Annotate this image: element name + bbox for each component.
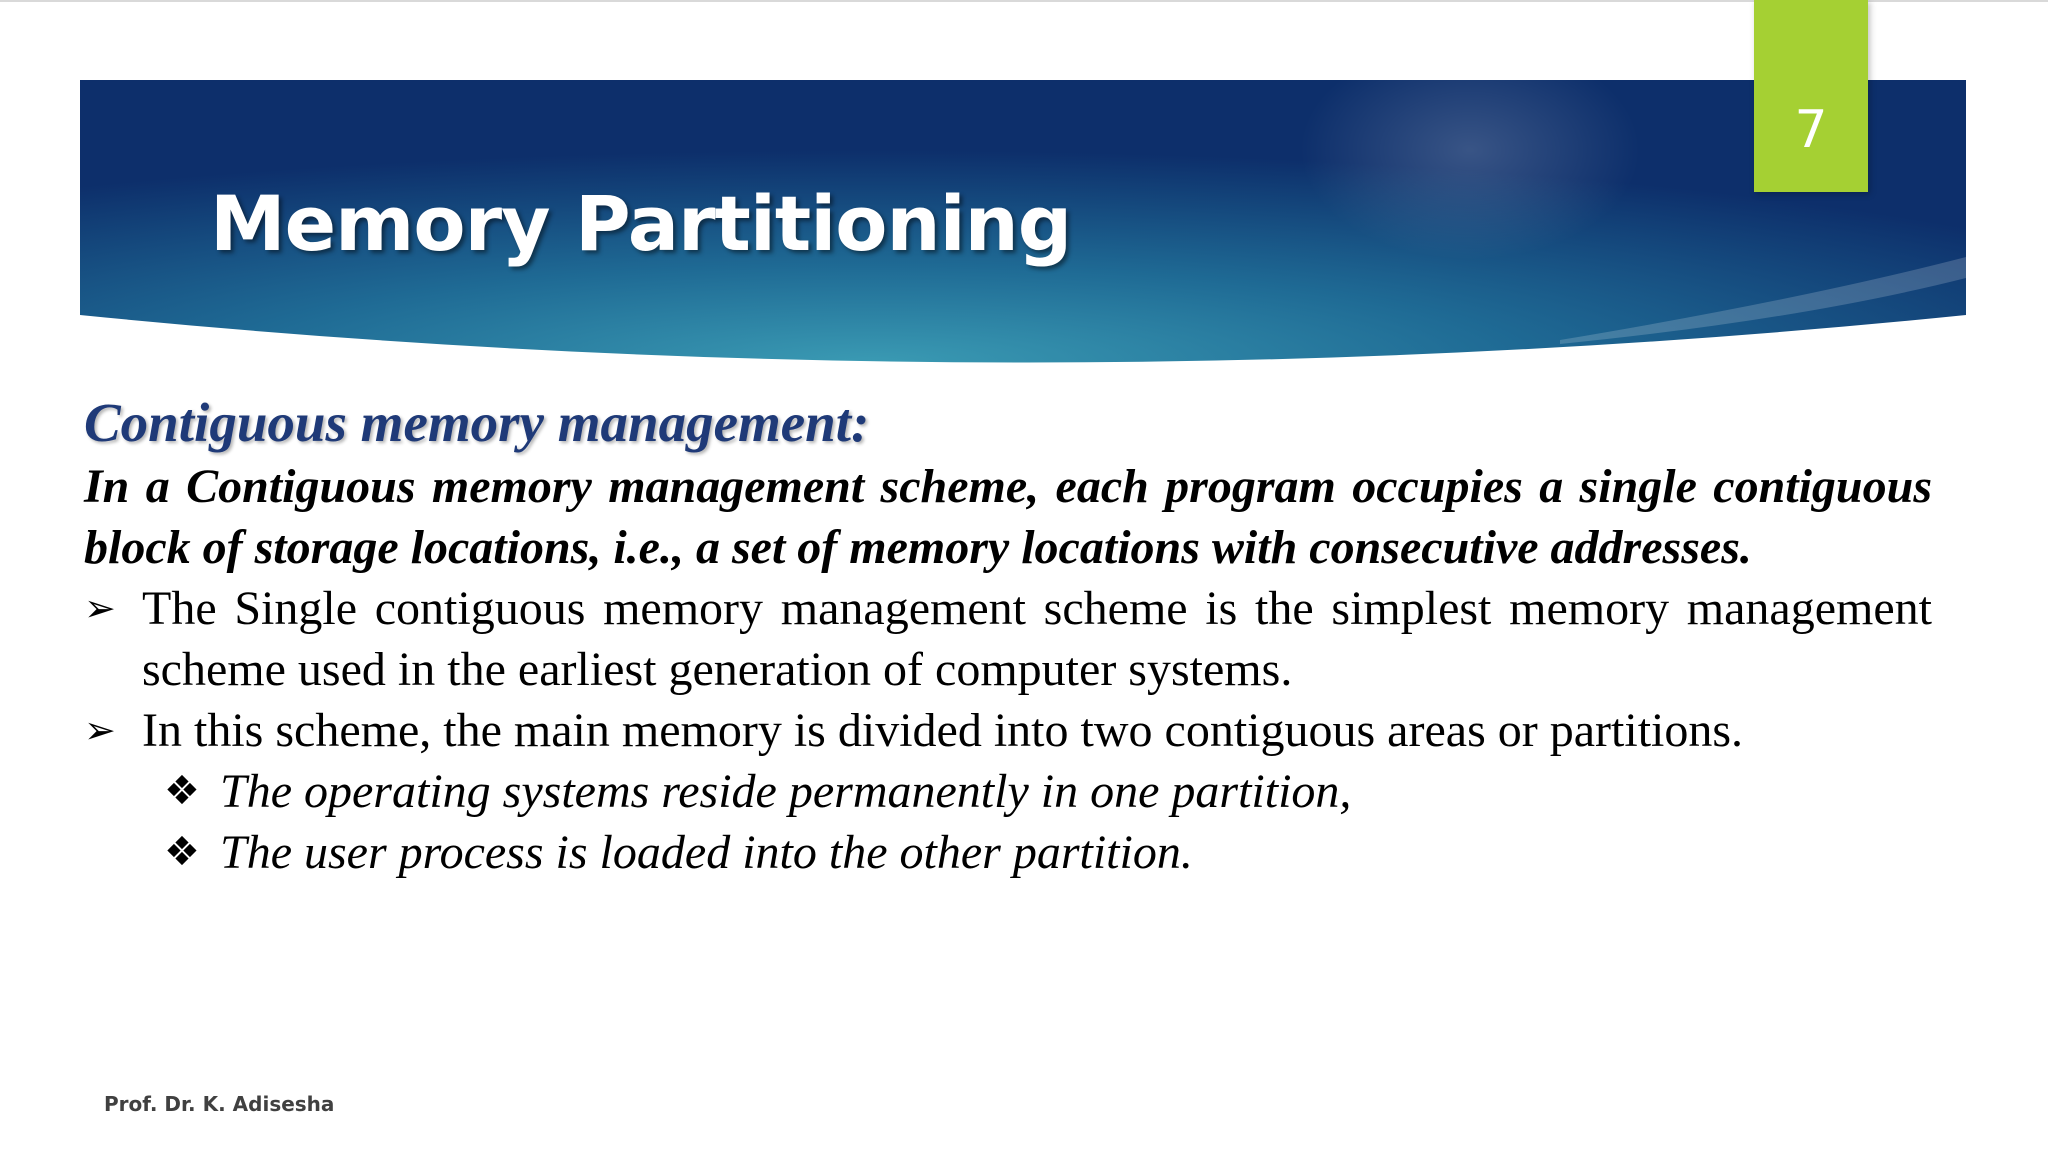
sub-bullet-text: The user process is loaded into the other partition. — [220, 826, 1193, 879]
sub-bullet-item — [84, 761, 1932, 822]
footer-author: Prof. Dr. K. Adisesha — [104, 1092, 335, 1116]
bullet-item — [84, 700, 1932, 761]
slide-number: 7 — [1794, 100, 1828, 160]
diamond-bullet-icon: ❖ — [164, 829, 200, 875]
sub-bullet-text: The operating systems reside permanently in one partition, — [220, 765, 1352, 818]
diamond-bullet-icon: ❖ — [164, 768, 200, 814]
bullet-text: In this scheme, the main memory is divided into two contiguous areas or partitions. — [142, 704, 1744, 757]
sub-bullet-item — [84, 822, 1932, 883]
bullet-text: The Single contiguous memory management scheme is the simplest memory management scheme used in the earliest generation of computer systems. — [142, 582, 1932, 696]
bullet-item — [84, 578, 1932, 700]
slide-content — [84, 390, 1932, 883]
slide-title: Memory Partitioning — [210, 179, 1072, 268]
arrow-bullet-icon: ➢ — [84, 586, 116, 630]
top-divider — [0, 0, 2048, 2]
intro-paragraph: In a Contiguous memory management scheme, each program occupies a single contiguous block of storage locations, i.e., a set of memory locations with consecutive addresses. — [84, 460, 1932, 574]
section-heading: Contiguous memory management: — [84, 392, 870, 453]
slide-number-badge — [1754, 0, 1868, 192]
arrow-bullet-icon: ➢ — [84, 708, 116, 752]
